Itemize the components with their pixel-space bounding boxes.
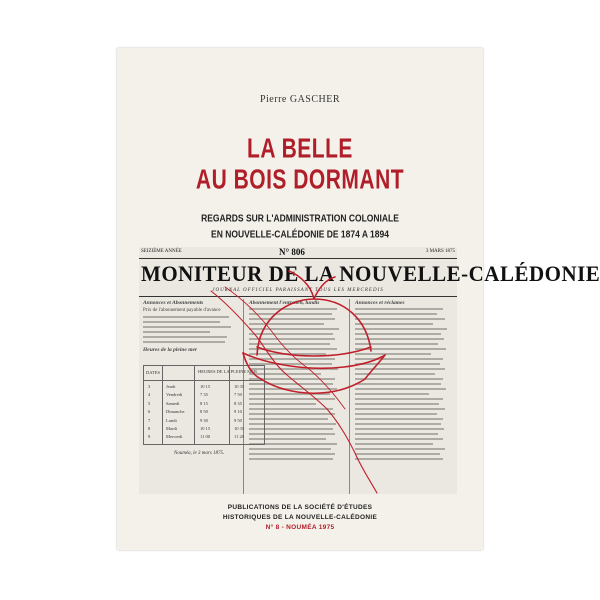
column-3-heading: Annonces et réclames bbox=[355, 300, 405, 306]
newspaper-date: 3 MARS 1875 bbox=[425, 249, 455, 254]
helmet-map-illustration bbox=[139, 247, 600, 494]
column-1-heading: Annonces et Abonnements bbox=[143, 300, 204, 306]
tide-row-h2: 7 50 bbox=[234, 392, 242, 398]
tide-row-h2: 10 35 bbox=[234, 426, 245, 431]
tide-row-h2: 10 35 bbox=[234, 384, 245, 389]
tide-row-h2: 11 20 bbox=[234, 434, 244, 440]
tide-row-day: 6 bbox=[148, 409, 151, 415]
subtitle-line-2: EN NOUVELLE-CALÉDONIE DE 1874 A 1894 bbox=[211, 228, 389, 240]
author-name: Pierre GASCHER bbox=[259, 94, 341, 105]
helmet-dome bbox=[257, 299, 371, 355]
column-1-subheading: Prix de l'abonnement payable d'avance bbox=[143, 308, 221, 313]
tide-row-day: 4 bbox=[148, 392, 151, 398]
tide-row-name: Dimanche bbox=[166, 409, 185, 415]
helmet-band bbox=[257, 347, 371, 356]
tide-row-h1: 10 15 bbox=[200, 384, 211, 389]
publisher-line-2: HISTORIQUES DE LA NOUVELLE-CALÉDONIE bbox=[222, 514, 378, 521]
tide-row-day: 7 bbox=[148, 417, 151, 423]
dates-label: DATES bbox=[146, 370, 161, 375]
newspaper-number: N° 806 bbox=[279, 247, 305, 257]
tide-row-name: Jeudi bbox=[166, 384, 176, 389]
subtitle-line-1: REGARDS SUR L'ADMINISTRATION COLONIALE bbox=[201, 212, 399, 224]
tide-row-h1: 7 35 bbox=[200, 392, 208, 398]
hours-label: HEURES DE LA PLEINE MER bbox=[198, 369, 257, 374]
tide-row-name: Samedi bbox=[166, 400, 180, 406]
newspaper-edition: SEIZIÈME ANNÉE bbox=[141, 249, 182, 254]
island-outline-inner bbox=[225, 287, 345, 409]
tide-row-day: 5 bbox=[148, 400, 151, 406]
tide-row-h1: 8 15 bbox=[200, 400, 208, 406]
tide-row-h1: 11 00 bbox=[200, 434, 210, 440]
publisher-block bbox=[117, 503, 483, 533]
title-line-2: AU BOIS DORMANT bbox=[195, 165, 405, 195]
tide-row-day: 3 bbox=[148, 384, 151, 389]
tide-row-name: Mercredi bbox=[166, 434, 183, 440]
tide-row-day: 8 bbox=[148, 426, 151, 431]
tide-row-h2: 8 35 bbox=[234, 400, 242, 406]
book-cover bbox=[117, 48, 600, 550]
tide-row-h2: 9 10 bbox=[234, 409, 242, 415]
tide-row-h1: 10 15 bbox=[200, 426, 211, 431]
series-number: N° 8 - NOUMÉA 1975 bbox=[265, 524, 335, 531]
newspaper-caption: Nouméa, le 3 mars 1875. bbox=[174, 451, 225, 456]
tide-row-h1: 9 30 bbox=[200, 417, 208, 423]
tide-row-h2: 9 50 bbox=[234, 417, 242, 423]
tide-row-name: Mardi bbox=[166, 426, 177, 431]
column-2-heading: Abonnement l'entretien, lundis bbox=[249, 300, 320, 306]
newspaper-image bbox=[139, 247, 600, 494]
title-line-1: LA BELLE bbox=[247, 134, 353, 164]
helmet-chinstrap bbox=[261, 355, 385, 393]
tide-heading: Heures de la pleine mer bbox=[143, 347, 198, 353]
newspaper-masthead: MONITEUR DE LA NOUVELLE-CALÉDONIE bbox=[141, 261, 600, 287]
publisher-line-1: PUBLICATIONS DE LA SOCIÉTÉ D'ÉTUDES bbox=[227, 504, 373, 511]
newspaper-tagline: JOURNAL OFFICIEL PARAISSANT TOUS LES MERCREDIS bbox=[212, 288, 384, 293]
tide-row-day: 9 bbox=[148, 434, 151, 440]
helmet-crest bbox=[289, 271, 335, 299]
tide-row-h1: 8 50 bbox=[200, 409, 208, 415]
tide-row-name: Lundi bbox=[166, 417, 177, 423]
tide-row-name: Vendredi bbox=[166, 392, 183, 398]
